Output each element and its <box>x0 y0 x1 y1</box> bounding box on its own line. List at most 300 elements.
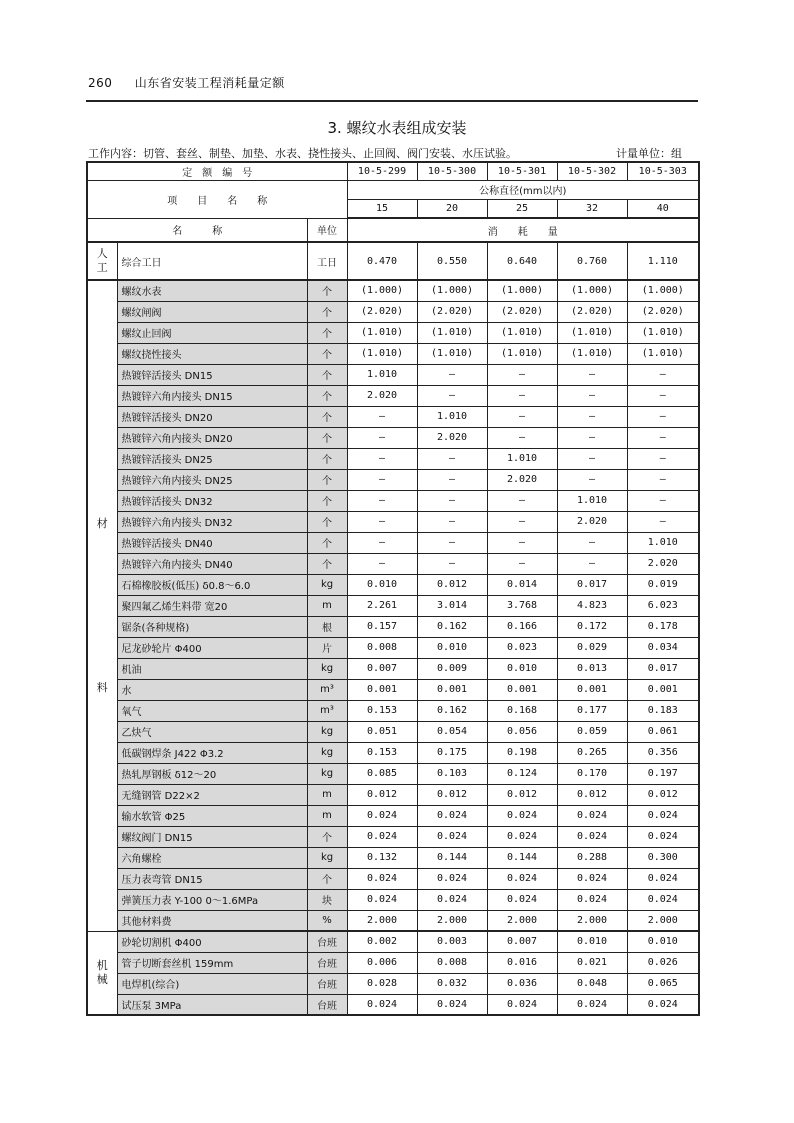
item-value: — <box>417 511 487 532</box>
item-value: 0.024 <box>417 826 487 847</box>
item-name: 弹簧压力表 Y-100 0～1.6MPa <box>117 889 307 910</box>
item-value: 0.178 <box>627 616 699 637</box>
quota-code: 10-5-299 <box>347 162 417 180</box>
item-value: 0.197 <box>627 763 699 784</box>
item-value: 3.768 <box>487 595 557 616</box>
item-value: (1.010) <box>347 343 417 364</box>
table-row <box>87 847 699 868</box>
item-unit: m <box>307 595 347 616</box>
item-value: 0.024 <box>347 994 417 1015</box>
item-value: — <box>347 448 417 469</box>
table-row <box>87 952 699 973</box>
item-name: 石棉橡胶板(低压) δ0.8～6.0 <box>117 574 307 595</box>
item-value: — <box>417 448 487 469</box>
item-name: 综合工日 <box>117 242 307 280</box>
category-label: 人 工 <box>87 242 117 280</box>
item-value: 2.020 <box>417 427 487 448</box>
item-value: 1.010 <box>487 448 557 469</box>
item-name: 锯条(各种规格) <box>117 616 307 637</box>
item-value: 0.024 <box>627 805 699 826</box>
item-name: 热镀锌活接头 DN15 <box>117 364 307 385</box>
item-value: 0.550 <box>417 242 487 280</box>
item-value: — <box>417 469 487 490</box>
item-value: — <box>347 532 417 553</box>
item-value: 0.024 <box>627 868 699 889</box>
item-value: — <box>557 406 627 427</box>
table-row <box>87 805 699 826</box>
item-value: 3.014 <box>417 595 487 616</box>
table-row <box>87 658 699 679</box>
item-value: 0.162 <box>417 616 487 637</box>
table-row <box>87 490 699 511</box>
item-value: — <box>487 511 557 532</box>
item-name: 尼龙砂轮片 Φ400 <box>117 637 307 658</box>
item-unit: kg <box>307 658 347 679</box>
work-content: 工作内容：切管、套丝、制垫、加垫、水表、挠性接头、止回阀、阀门安装、水压试验。 <box>88 147 517 160</box>
item-value: 2.020 <box>627 553 699 574</box>
unit-header: 单位 <box>307 218 347 242</box>
item-unit: 个 <box>307 868 347 889</box>
item-name: 无缝钢管 D22×2 <box>117 784 307 805</box>
item-value: 0.012 <box>417 784 487 805</box>
item-value: 0.001 <box>487 679 557 700</box>
item-value: 0.024 <box>557 805 627 826</box>
item-name: 水 <box>117 679 307 700</box>
table-row <box>87 994 699 1015</box>
item-name: 热镀锌六角内接头 DN25 <box>117 469 307 490</box>
item-value: 0.012 <box>557 784 627 805</box>
item-value: 0.470 <box>347 242 417 280</box>
item-value: 0.012 <box>487 784 557 805</box>
item-unit: 片 <box>307 637 347 658</box>
item-value: 0.014 <box>487 574 557 595</box>
item-value: 0.170 <box>557 763 627 784</box>
item-value: 0.001 <box>417 679 487 700</box>
item-unit: % <box>307 910 347 931</box>
item-unit: kg <box>307 721 347 742</box>
item-value: 0.019 <box>627 574 699 595</box>
item-name: 热镀锌活接头 DN25 <box>117 448 307 469</box>
book-title: 山东省安装工程消耗量定额 <box>134 76 285 90</box>
item-value: 0.023 <box>487 637 557 658</box>
table-row <box>87 973 699 994</box>
item-value: 0.013 <box>557 658 627 679</box>
item-name: 热镀锌六角内接头 DN32 <box>117 511 307 532</box>
item-value: — <box>417 553 487 574</box>
item-value: — <box>557 532 627 553</box>
item-value: — <box>627 385 699 406</box>
diameter-value: 25 <box>487 199 557 218</box>
table-row <box>87 679 699 700</box>
item-value: — <box>347 469 417 490</box>
item-value: 0.024 <box>627 826 699 847</box>
item-unit: 工日 <box>307 242 347 280</box>
table-row <box>87 511 699 532</box>
item-value: 0.183 <box>627 700 699 721</box>
item-value: (2.020) <box>627 301 699 322</box>
item-value: — <box>347 553 417 574</box>
item-value: 0.034 <box>627 637 699 658</box>
item-name: 六角螺栓 <box>117 847 307 868</box>
item-value: 0.024 <box>347 889 417 910</box>
table-row <box>87 406 699 427</box>
item-unit: 个 <box>307 532 347 553</box>
item-value: 0.024 <box>487 826 557 847</box>
item-value: (2.020) <box>487 301 557 322</box>
item-name: 螺纹止回阀 <box>117 322 307 343</box>
item-value: — <box>347 406 417 427</box>
item-value: 0.024 <box>487 994 557 1015</box>
item-value: 2.000 <box>417 910 487 931</box>
table-row <box>87 721 699 742</box>
table-row <box>87 553 699 574</box>
item-value: (2.020) <box>557 301 627 322</box>
item-value: 0.059 <box>557 721 627 742</box>
item-value: 0.153 <box>347 742 417 763</box>
table-row <box>87 763 699 784</box>
item-value: 0.008 <box>347 637 417 658</box>
item-value: 0.085 <box>347 763 417 784</box>
item-value: 0.157 <box>347 616 417 637</box>
item-unit: 个 <box>307 469 347 490</box>
item-unit: kg <box>307 847 347 868</box>
item-value: 0.300 <box>627 847 699 868</box>
item-value: (1.010) <box>557 322 627 343</box>
item-value: 0.010 <box>487 658 557 679</box>
diameter-label: 公称直径(mm以内) <box>347 180 699 199</box>
item-value: 0.017 <box>557 574 627 595</box>
item-value: 0.144 <box>417 847 487 868</box>
item-name: 输水软管 Φ25 <box>117 805 307 826</box>
item-unit: 个 <box>307 448 347 469</box>
item-value: 2.020 <box>347 385 417 406</box>
table-row <box>87 595 699 616</box>
header-rule <box>86 100 698 102</box>
item-label: 项 目 名 称 <box>87 180 347 218</box>
item-value: (1.000) <box>487 280 557 301</box>
item-value: 0.024 <box>347 868 417 889</box>
table-row <box>87 427 699 448</box>
item-value: 0.065 <box>627 973 699 994</box>
item-value: 0.288 <box>557 847 627 868</box>
item-value: 0.007 <box>487 931 557 952</box>
item-name: 聚四氟乙烯生料带 宽20 <box>117 595 307 616</box>
item-value: 1.010 <box>627 532 699 553</box>
item-unit: 台班 <box>307 931 347 952</box>
item-value: 0.153 <box>347 700 417 721</box>
item-value: 2.000 <box>627 910 699 931</box>
item-value: 0.032 <box>417 973 487 994</box>
item-value: 0.009 <box>417 658 487 679</box>
item-value: 0.051 <box>347 721 417 742</box>
item-name: 热镀锌六角内接头 DN15 <box>117 385 307 406</box>
item-value: 1.110 <box>627 242 699 280</box>
item-value: (1.000) <box>417 280 487 301</box>
table-row <box>87 469 699 490</box>
item-value: 0.021 <box>557 952 627 973</box>
item-value: 0.177 <box>557 700 627 721</box>
item-unit: 个 <box>307 511 347 532</box>
diameter-value: 20 <box>417 199 487 218</box>
item-unit: 根 <box>307 616 347 637</box>
item-value: 0.016 <box>487 952 557 973</box>
table-row <box>87 700 699 721</box>
item-value: 0.010 <box>557 931 627 952</box>
item-unit: kg <box>307 763 347 784</box>
item-value: 0.056 <box>487 721 557 742</box>
page-header <box>88 74 285 91</box>
item-unit: 个 <box>307 364 347 385</box>
item-value: — <box>627 469 699 490</box>
item-value: 2.261 <box>347 595 417 616</box>
item-unit: 个 <box>307 826 347 847</box>
category-label: 材 料 <box>87 280 117 931</box>
item-value: 1.010 <box>417 406 487 427</box>
item-value: (1.010) <box>487 322 557 343</box>
item-name: 热镀锌六角内接头 DN40 <box>117 553 307 574</box>
item-value: (1.000) <box>557 280 627 301</box>
item-unit: m³ <box>307 700 347 721</box>
item-value: 0.002 <box>347 931 417 952</box>
item-value: 0.024 <box>347 826 417 847</box>
item-value: — <box>487 406 557 427</box>
item-value: (1.010) <box>557 343 627 364</box>
item-value: 0.162 <box>417 700 487 721</box>
item-value: — <box>417 532 487 553</box>
name-header: 名 称 <box>87 218 307 242</box>
item-value: 2.000 <box>347 910 417 931</box>
item-value: — <box>627 490 699 511</box>
item-value: (1.010) <box>487 343 557 364</box>
item-value: (2.020) <box>347 301 417 322</box>
item-value: 4.823 <box>557 595 627 616</box>
item-value: — <box>557 448 627 469</box>
item-value: 0.036 <box>487 973 557 994</box>
item-value: 0.001 <box>557 679 627 700</box>
item-value: 0.012 <box>417 574 487 595</box>
item-name: 电焊机(综合) <box>117 973 307 994</box>
item-unit: 个 <box>307 322 347 343</box>
item-name: 热镀锌六角内接头 DN20 <box>117 427 307 448</box>
item-value: 0.024 <box>557 826 627 847</box>
item-value: 1.010 <box>347 364 417 385</box>
quota-table <box>86 161 700 1016</box>
item-value: 0.024 <box>557 889 627 910</box>
item-unit: 个 <box>307 280 347 301</box>
item-value: 0.132 <box>347 847 417 868</box>
table-row <box>87 574 699 595</box>
item-value: (2.020) <box>417 301 487 322</box>
item-name: 螺纹水表 <box>117 280 307 301</box>
item-name: 乙炔气 <box>117 721 307 742</box>
item-value: 0.048 <box>557 973 627 994</box>
item-value: 0.760 <box>557 242 627 280</box>
item-value: 0.024 <box>487 805 557 826</box>
item-value: — <box>417 364 487 385</box>
item-value: 0.024 <box>627 994 699 1015</box>
item-name: 压力表弯管 DN15 <box>117 868 307 889</box>
item-value: (1.010) <box>627 322 699 343</box>
item-value: — <box>557 469 627 490</box>
item-value: 0.144 <box>487 847 557 868</box>
item-name: 试压泵 3MPa <box>117 994 307 1015</box>
unit-label: 计量单位：组 <box>616 147 682 160</box>
item-value: (1.010) <box>347 322 417 343</box>
item-name: 氧气 <box>117 700 307 721</box>
item-unit: m³ <box>307 679 347 700</box>
item-unit: 台班 <box>307 973 347 994</box>
item-value: 0.010 <box>347 574 417 595</box>
item-value: — <box>487 427 557 448</box>
item-name: 螺纹阀门 DN15 <box>117 826 307 847</box>
item-value: 0.265 <box>557 742 627 763</box>
item-value: 0.012 <box>347 784 417 805</box>
item-value: — <box>487 385 557 406</box>
quota-code: 10-5-300 <box>417 162 487 180</box>
item-value: — <box>557 553 627 574</box>
item-value: 0.024 <box>417 805 487 826</box>
item-unit: 个 <box>307 301 347 322</box>
quota-code: 10-5-303 <box>627 162 699 180</box>
item-value: (1.010) <box>417 343 487 364</box>
item-value: — <box>557 364 627 385</box>
item-unit: 个 <box>307 343 347 364</box>
item-name: 热镀锌活接头 DN32 <box>117 490 307 511</box>
table-row <box>87 448 699 469</box>
table-row <box>87 931 699 952</box>
item-value: 0.061 <box>627 721 699 742</box>
item-name: 机油 <box>117 658 307 679</box>
table-row <box>87 637 699 658</box>
category-label: 机 械 <box>87 931 117 1015</box>
table-row <box>87 242 699 280</box>
table-row <box>87 532 699 553</box>
item-value: 0.175 <box>417 742 487 763</box>
item-value: 0.166 <box>487 616 557 637</box>
item-value: 0.008 <box>417 952 487 973</box>
item-value: — <box>487 553 557 574</box>
item-value: 0.001 <box>627 679 699 700</box>
item-name: 砂轮切割机 Φ400 <box>117 931 307 952</box>
item-value: 0.024 <box>487 868 557 889</box>
table-row <box>87 301 699 322</box>
item-value: 0.024 <box>417 994 487 1015</box>
item-value: — <box>487 532 557 553</box>
item-unit: 个 <box>307 385 347 406</box>
item-value: — <box>557 385 627 406</box>
item-value: 0.640 <box>487 242 557 280</box>
item-value: (1.010) <box>627 343 699 364</box>
item-unit: 个 <box>307 553 347 574</box>
quota-code: 10-5-302 <box>557 162 627 180</box>
item-value: 0.356 <box>627 742 699 763</box>
item-value: 0.024 <box>417 868 487 889</box>
item-value: 1.010 <box>557 490 627 511</box>
item-value: — <box>347 427 417 448</box>
item-value: 0.017 <box>627 658 699 679</box>
item-value: 0.012 <box>627 784 699 805</box>
item-value: 0.172 <box>557 616 627 637</box>
item-value: 6.023 <box>627 595 699 616</box>
item-value: — <box>487 490 557 511</box>
item-value: 2.000 <box>487 910 557 931</box>
item-unit: 块 <box>307 889 347 910</box>
item-value: — <box>347 511 417 532</box>
item-value: 0.024 <box>347 805 417 826</box>
item-unit: 个 <box>307 490 347 511</box>
table-row <box>87 868 699 889</box>
item-value: 0.006 <box>347 952 417 973</box>
item-name: 热镀锌活接头 DN20 <box>117 406 307 427</box>
item-value: 2.000 <box>557 910 627 931</box>
item-value: — <box>557 427 627 448</box>
item-unit: 台班 <box>307 952 347 973</box>
diameter-value: 40 <box>627 199 699 218</box>
item-unit: 个 <box>307 406 347 427</box>
item-value: 0.024 <box>557 868 627 889</box>
item-value: 0.124 <box>487 763 557 784</box>
item-unit: kg <box>307 574 347 595</box>
table-row <box>87 280 699 301</box>
diameter-value: 32 <box>557 199 627 218</box>
item-value: — <box>627 448 699 469</box>
table-row <box>87 364 699 385</box>
section-title: 3. 螺纹水表组成安装 <box>327 119 467 137</box>
item-unit: 个 <box>307 427 347 448</box>
item-value: 0.024 <box>487 889 557 910</box>
item-name: 其他材料费 <box>117 910 307 931</box>
item-unit: m <box>307 784 347 805</box>
item-value: (1.000) <box>627 280 699 301</box>
item-name: 螺纹挠性接头 <box>117 343 307 364</box>
table-row <box>87 385 699 406</box>
item-value: — <box>417 490 487 511</box>
item-value: — <box>417 385 487 406</box>
item-name: 管子切断套丝机 159mm <box>117 952 307 973</box>
item-value: 0.007 <box>347 658 417 679</box>
item-value: 2.020 <box>487 469 557 490</box>
item-name: 热镀锌活接头 DN40 <box>117 532 307 553</box>
item-value: 0.024 <box>417 889 487 910</box>
table-row <box>87 826 699 847</box>
item-value: 0.024 <box>557 994 627 1015</box>
page-number: 260 <box>88 76 113 90</box>
table-row <box>87 742 699 763</box>
item-value: 0.010 <box>627 931 699 952</box>
item-unit: 台班 <box>307 994 347 1015</box>
item-value: 0.168 <box>487 700 557 721</box>
item-value: 0.103 <box>417 763 487 784</box>
item-unit: kg <box>307 742 347 763</box>
item-value: 0.003 <box>417 931 487 952</box>
item-value: 0.028 <box>347 973 417 994</box>
item-value: — <box>627 427 699 448</box>
consumption-header: 消 耗 量 <box>347 218 699 242</box>
item-value: 0.026 <box>627 952 699 973</box>
table-row <box>87 322 699 343</box>
item-value: 0.029 <box>557 637 627 658</box>
diameter-value: 15 <box>347 199 417 218</box>
item-name: 热轧厚钢板 δ12～20 <box>117 763 307 784</box>
item-unit: m <box>307 805 347 826</box>
table-row <box>87 343 699 364</box>
item-value: 0.001 <box>347 679 417 700</box>
item-value: — <box>627 406 699 427</box>
table-row <box>87 910 699 931</box>
table-row <box>87 784 699 805</box>
item-value: (1.010) <box>417 322 487 343</box>
item-value: 0.054 <box>417 721 487 742</box>
